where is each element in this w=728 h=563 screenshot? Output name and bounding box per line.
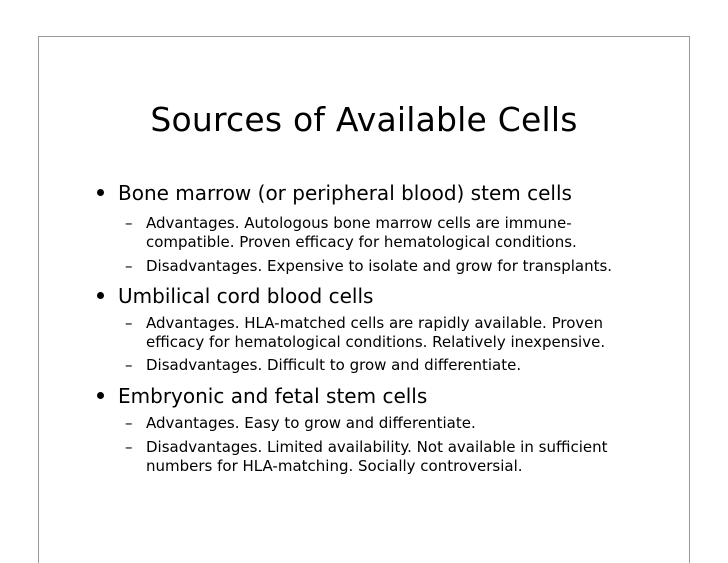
point-line: Advantages. Easy to grow and differentiate. (146, 414, 476, 432)
dash-icon: – (125, 214, 133, 232)
bullet-dot (97, 292, 104, 299)
point-line: compatible. Proven efficacy for hematological conditions. (146, 233, 577, 251)
point-line: Disadvantages. Expensive to isolate and grow for transplants. (146, 257, 613, 275)
slide-title: Sources of Available Cells (150, 100, 578, 139)
bullet-dot (97, 392, 104, 399)
point-line: Advantages. Autologous bone marrow cells are immune- (146, 214, 572, 232)
dash-icon: – (125, 257, 133, 275)
dash-icon: – (125, 414, 133, 432)
section-heading-bone-marrow: Bone marrow (or peripheral blood) stem cells (118, 181, 572, 205)
section-heading-embryonic: Embryonic and fetal stem cells (118, 384, 428, 408)
section-heading-cord-blood: Umbilical cord blood cells (118, 284, 374, 308)
point-line: Disadvantages. Difficult to grow and differentiate. (146, 356, 522, 374)
point-line: numbers for HLA-matching. Socially controversial. (146, 457, 523, 475)
point-line: efficacy for hematological conditions. Relatively inexpensive. (146, 333, 606, 351)
bullet-dot (97, 189, 104, 196)
point-line: Advantages. HLA-matched cells are rapidly available. Proven (146, 314, 604, 332)
point-line: Disadvantages. Limited availability. Not available in sufficient (146, 438, 608, 456)
dash-icon: – (125, 314, 133, 332)
dash-icon: – (125, 356, 133, 374)
dash-icon: – (125, 438, 133, 456)
